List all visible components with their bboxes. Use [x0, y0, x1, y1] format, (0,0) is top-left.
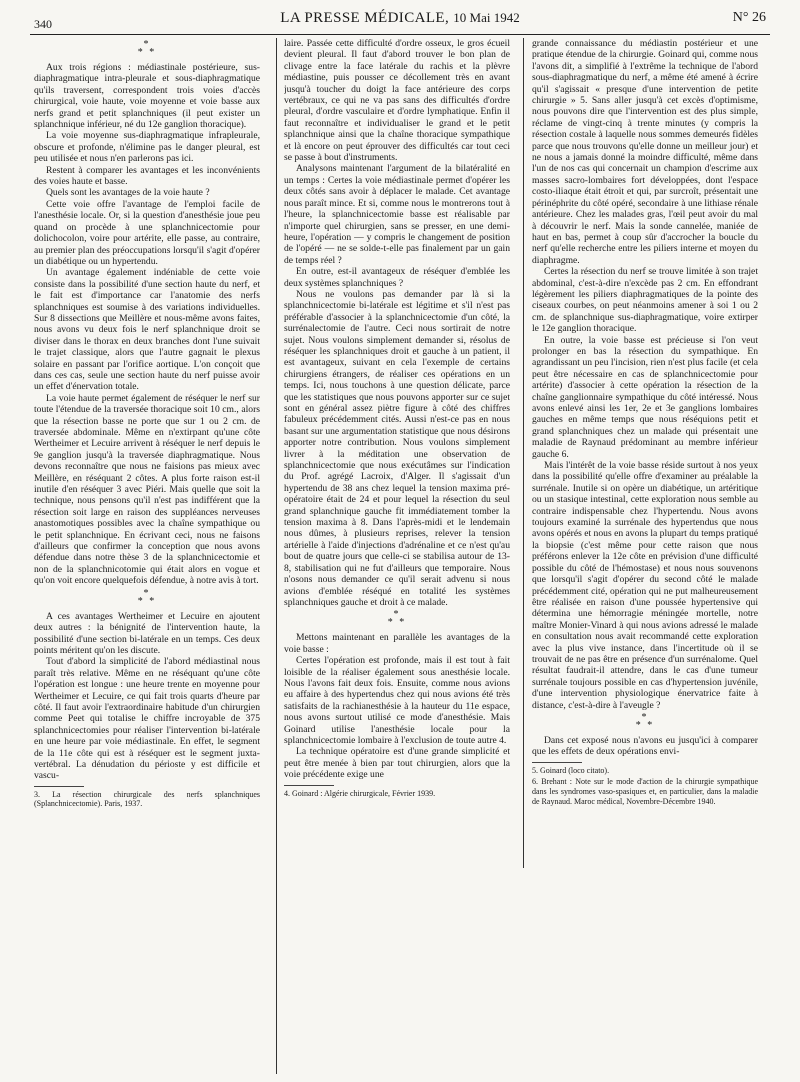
- footnote-rule: [284, 785, 334, 786]
- paragraph: Quels sont les avantages de la voie haute ?: [46, 187, 210, 199]
- issue-date: 10 Mai 1942: [453, 10, 520, 25]
- column-1: [34, 38, 260, 1074]
- section-stars: * * *: [137, 39, 157, 58]
- column-3: [532, 38, 758, 1074]
- paragraph: Cette voie offre l'avantage de l'emploi facile de l'anesthésie locale. Or, si la question d'anesthésie joue peu quand on procède à une splanchnicectomie pour dolichocolon, voire pour artérite, elle passe, au contraire, au premier plan des préoccupations lorsqu'il s'agit d'opérer un diabétique ou un hypertendu.: [34, 198, 260, 267]
- paragraph: grande connaissance du médiastin postérieur et une pratique étendue de la chirurgie. Goinard qui, comme nous l'avons dit, a simplifié à l'extrême la technique de l'abord sous-diaphragmatique du nerf, a même été amené à écrire qu'il s'agissait « presque d'une intervention de petite chirurgie » 5. Sans aller jusqu'à cet excès d'optimisme, nous pouvons dire que l'intervention est des plus simple, réclame de vingt-cinq à trente minutes (y compris la résection costale à laquelle nous sommes demeurés fidèles parce que nous trouvons qu'elle donne un meilleur jour) et ne nous a jamais donné la moindre difficulté, même dans l'un de nos cas qui concernait un champion d'escrime aux masses sacro-lombaires fort développées, dont l'espace costo-iliaque était étroit et qui, par surcroît, présentait une périnéphrite du côté opéré, secondaire à une lithiase rénale antérieure. Chez les malades gras, l'œil peut avoir du mal à découvrir le nerf. Mais la sonde cannelée, maniée de haut en bas, permet à coup sûr d'accrocher la boucle du nerf qu'elle recherche entre les piliers interne et moyen du diaphragme.: [532, 38, 758, 266]
- footnote: 5. Goinard (loco citato).: [532, 765, 610, 775]
- journal-title: [30, 10, 770, 27]
- footnote-rule: [532, 762, 582, 763]
- footnote: 4. Goinard : Algérie chirurgicale, Février 1939.: [284, 788, 436, 798]
- paragraph: Analysons maintenant l'argument de la bilatéralité en un temps : Certes la voie médiastinale permet d'opérer les deux côtés sans avoir à déplacer le malade. Cet avantage nous paraît mince. Et si, comme nous le montrerons tout à l'heure, la splanchnicectomie basse est réalisable par n'importe quel chirurgien, sans se presser, en une demi-heure, l'opération — y compris le changement de position de l'opéré — ne se solde-t-elle pas finalement par un gain de temps réel ?: [284, 163, 510, 266]
- paragraph: Aux trois régions : médiastinale postérieure, sus-diaphragmatique intra-pleurale et sous-diaphragmatique qu'ils traversent, correspondent trois voies d'accès chirurgical, voie haute, voie moyenne et voie basse aux nerfs grand et petit splanchniques (il peut exister un splanchnique inférieur, né du 12e ganglion thoracique).: [34, 62, 260, 131]
- journal-name: LA PRESSE MÉDICALE,: [280, 10, 450, 26]
- paragraph: Nous ne voulons pas demander par là si la splanchnicectomie bi-latérale est légitime et s'il n'est pas préférable d'associer à la splanchnicectomie d'un côté, la surrénalectomie de l'autre. Ceci nous sortirait de notre sujet. Nous voulons simplement demander si, résolus de réséquer les splanchniques droit et gauche à un patient, il est avantageux, suivant en cela l'exemple de certains chirurgiens étrangers, de réaliser ces opérations en un temps. Ici, nous touchons à une question délicate, parce que les statistiques que nous pouvons apporter sur ce sujet sont en général assez piètre figure à côté des chiffres fabuleux précédemment cités. Aussi n'est-ce pas en nous basant sur une argumentation statistique que nous désirons apporter notre contribution. Nous voulons simplement livrer à la méditation une observation de splanchnicectomie que nous exécutâmes sur l'indication du Prof. agrégé Lacroix, d'Alger. Il s'agissait d'un hypertendu de 38 ans chez lequel la tension maxima pré-opératoire était de 24 et pour lequel la résection du seul grand splanchnique gauche fit immédiatement tomber la tension maxima à 8. Dans l'après-midi et le lendemain nous dûmes, à plusieurs reprises, relever la tension artérielle à l'aide d'injections d'adrénaline et ce n'est qu'au bout de quatre jours que celle-ci se stabilisa autour de 13-8, stabilisation qui ne fut d'ailleurs que temporaire. Nous n'osons nous demander ce qu'il serait advenu si nous avions d'emblée réséqué en totalité les systèmes splanchniques gauche et droit à ce malade.: [284, 288, 510, 608]
- issue-number: N° 26: [732, 10, 766, 25]
- footnote-rule: [34, 786, 84, 787]
- section-stars: * * *: [387, 609, 407, 629]
- paragraph: En outre, est-il avantageux de réséquer d'emblée les deux systèmes splanchniques ?: [284, 266, 510, 289]
- paragraph: La voie haute permet également de réséquer le nerf sur toute l'étendue de la traversée thoracique soit 10 cm., alors que la résection basse ne porte que sur 1 ou 2 cm. de traversée abdominale. Même en n'extirpant qu'une côte Wertheimer et Lecuire arrivent à réséquer le nerf depuis le 9e ganglion jusqu'à la traversée diaphragmatique. Nous devons reconnaître que nous ne faisions pas mieux avec Meillère, en réséquant 2 côtes. A plus forte raison est-il inutile d'en réséquer 3 avec Piéri. Mais quelle que soit la technique, nous pensons qu'il n'est pas indifférent que la résection soit large en raison des suppléances nerveuses anastomotiques possibles avec la chaîne sympathique ou le petit splanchnique. En écrivant ceci, nous ne faisons d'ailleurs que confirmer la conception que nous avons défendue dans notre thèse 3 de la splanchnicectomie et non de la splanchnicotomie qui était alors en vogue et qu'on voit encore quelquefois défendue, à notre avis à tort.: [34, 392, 260, 587]
- footnote: 3. La résection chirurgicale des nerfs splanchniques (Splanchnicectomie). Paris, 1937.: [34, 789, 260, 809]
- paragraph: laire. Passée cette difficulté d'ordre osseux, le gros écueil devient pleural. Il faut d'abord trouver le bon plan de clivage entre la face latérale du rachis et la plèvre médiastine, puis pousser ce décollement très en avant jusqu'à toucher du doigt la face antérieure des corps vertébraux, ce qui ne va pas sans des difficultés d'ordre pleural, d'ordre vasculaire et d'ordre lymphatique. Enfin il faut reconnaître et individualiser le grand et le petit splanchnique ainsi que la chaîne thoracique sympathique et là encore on peut éprouver des difficultés car tout ceci se passe à bout d'instruments.: [284, 38, 510, 164]
- paragraph: La voie moyenne sus-diaphragmatique infrapleurale, obscure et profonde, n'élimine pas le danger pleural, est peu utilisée et nous n'en parlerons pas ici.: [34, 130, 260, 165]
- column-divider-2: [523, 38, 524, 868]
- paragraph: Restent à comparer les avantages et les inconvénients des voies haute et basse.: [34, 164, 260, 188]
- section-stars: * * *: [635, 711, 655, 731]
- paragraph: A ces avantages Wertheimer et Lecuire en ajoutent deux autres : la bénignité de l'intervention haute, la possibilité d'une section bi-latérale en un temps. Ces deux points méritent qu'on les discute.: [34, 610, 260, 656]
- paragraph: Certes l'opération est profonde, mais il est tout à fait loisible de la réaliser également sous anesthésie locale. Nous l'avons fait deux fois. Ensuite, comme nous avions eu affaire à des hypertendus chez qui nous avions été très satisfaits de la rachianesthésie à la hauteur du 11e espace, nous avons surtout utilisé ce mode d'anesthésie. Mais Goinard utilise l'anesthésie locale pour la splanchnicectomie lombaire à l'exclusion de toute autre 4.: [284, 655, 510, 746]
- column-divider-1: [276, 38, 277, 1074]
- page-number: 340: [34, 17, 52, 31]
- paragraph: Dans cet exposé nous n'avons eu jusqu'ici à comparer que les effets de deux opérations envi-: [532, 734, 758, 758]
- paragraph: Mettons maintenant en parallèle les avantages de la voie basse :: [284, 632, 510, 655]
- paragraph: Tout d'abord la simplicité de l'abord médiastinal nous paraît très relative. Même en ne réséquant qu'une côte l'opération est longue : une heure trente en moyenne pour Wertheimer et Lecuire, ce qui fait trois quarts d'heure par côté. Il faut avoir l'extraordinaire habitude d'un chirurgien comme Peet qui totalise le chiffre incroyable de 375 splanchnicectomies pour réaliser l'intervention bi-latérale en une heure par voie médiastinale. En effet, le segment de la 11e côte qui est à réséquer est le segment juxta-vertébral. La dénudation du périoste y est difficile et vascu-: [34, 656, 260, 782]
- section-stars: * * *: [137, 587, 157, 607]
- paragraph: Certes la résection du nerf se trouve limitée à son trajet abdominal, c'est-à-dire n'excède pas 2 cm. En effondrant légèrement les piliers diaphragmatiques de la pointe des ciseaux courbes, on peut néanmoins amener à soi 1 ou 2 cm. de splanchnique sus-diaphragmatique, voire extirper le 12e ganglion thoracique.: [532, 266, 758, 335]
- paragraph: La technique opératoire est d'une grande simplicité et peut être menée à bien par tout chirurgien, alors que la voie précédente exige une: [284, 746, 510, 781]
- header-rule: [30, 34, 770, 35]
- paragraph: Mais l'intérêt de la voie basse réside surtout à nos yeux dans la possibilité qu'elle offre d'examiner au préalable la surrénale. Inutile si on opère un diabétique, un artéritique ou un stasique intestinal, cette exploration nous semble au contraire indispensable chez l'hypertendu. Nous avons toujours examiné la surrénale des hypertendus que nous avons opérés et nous en avons la plupart du temps pratiqué la biopsie (c'est même pour cette raison que nous préférons enlever la 12e côte en prévision d'une difficulté possible du côté de l'hémostase) et nous nous souvenons que lorsqu'il s'agit d'opérer du second côté le malade précédemment cité, opération qui ne put malheureusement être réalisée en raison d'une poussée hypertensive qui détermina une hémorragie méningée mortelle, notre maître Monier-Vinard à qui nous avions adressé le malade en consultation nous avait recommandé cette exploration avec la plus vive instance, dans l'incertitude où il se trouvait de ne pas être en présence d'un surrénalome. Quel résultat faudrait-il attendre, dans le cas d'une tumeur surrénale toujours possible en cas d'hypertension juvénile, d'une intervention physiologique énervatrice faite à distance, c'est-à-dire à l'aveugle ?: [532, 460, 758, 711]
- paragraph: En outre, la voie basse est précieuse si l'on veut prolonger en bas la résection du sympathique. En agrandissant un peu l'incision, rien n'est plus facile (et cela peut être nécessaire en cas de splanchnicectomie pour artérite) d'associer à cette opération la résection de la chaîne ganglionnaire sympathique du côté intéressé. Nous avons enlevé ainsi les 1er, 2e et 3e ganglions lombaires gauches en même temps que nous réséquions petit et grand splanchniques chez un malade qui présentait une maladie de Raynaud prédominant au membre inférieur gauche 6.: [532, 334, 758, 460]
- page-header: [30, 4, 770, 32]
- footnote: 6. Brehant : Note sur le mode d'action de la chirurgie sympathique dans les syndromes vaso-spasiques et, en particulier, dans la maladie de Raynaud. Maroc médical, Novembre-Décembre 1940.: [532, 777, 758, 806]
- column-2: [284, 38, 510, 1074]
- paragraph: Un avantage également indéniable de cette voie consiste dans la possibilité d'une section haute du nerf, et le fait est d'importance car l'anatomie des nerfs splanchniques est soumise à des variations individuelles. Sur 8 dissections que Meillère et nous-même avons faites, nous avons vu deux fois le nerf splanchnique droit se diviser dans le thorax en deux branches dont l'une suivait le trajet classique, alors que l'autre gagnait le plexus solaire en passant par l'orifice aortique. L'on conçoit que dans ces cas, seule une section haute du nerf puisse avoir un effet d'énervation totale.: [34, 267, 260, 393]
